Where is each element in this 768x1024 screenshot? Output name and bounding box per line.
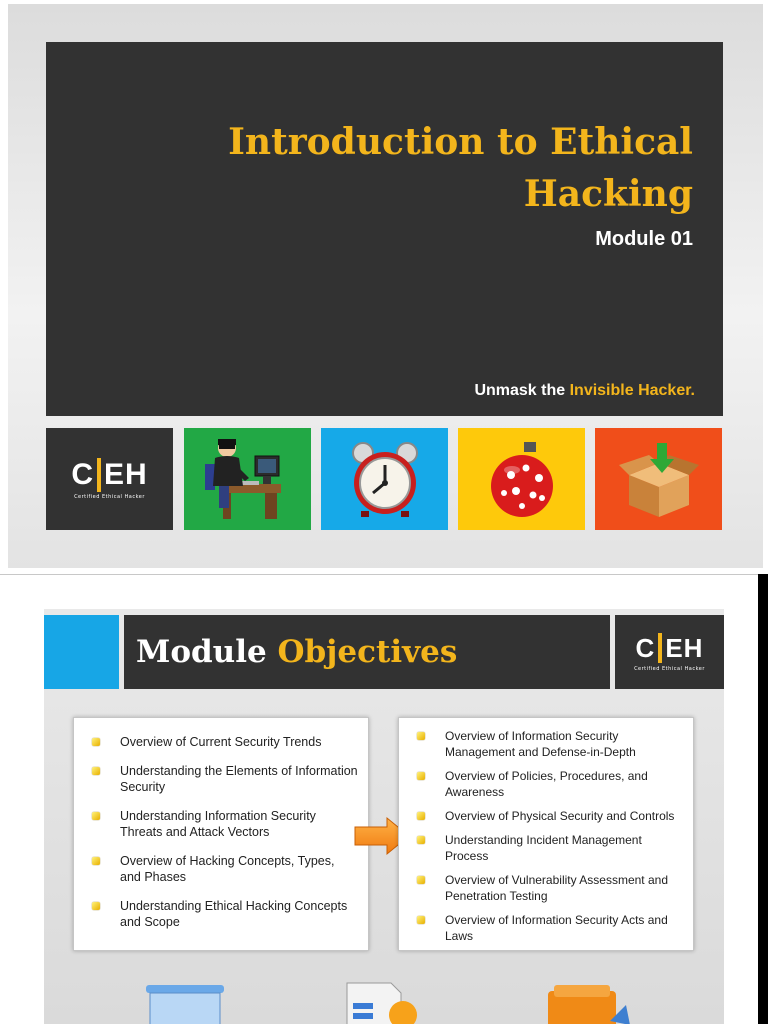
alarm-clock-icon bbox=[345, 439, 425, 519]
bullet-icon bbox=[92, 738, 100, 746]
folder-icon bbox=[544, 981, 634, 1024]
download-tile bbox=[595, 428, 722, 530]
title-panel bbox=[46, 42, 723, 416]
bullet-icon bbox=[417, 812, 425, 820]
clock-tile bbox=[321, 428, 448, 530]
list-item: Overview of Hacking Concepts, Types, and Phases bbox=[92, 853, 358, 885]
ceh-logo bbox=[634, 633, 705, 672]
title-line-1: Introduction to Ethical bbox=[228, 121, 693, 163]
list-item: Overview of Physical Security and Controls bbox=[417, 808, 685, 824]
bullet-icon bbox=[417, 916, 425, 924]
title-slide bbox=[8, 4, 763, 568]
logo-letters-eh: EH bbox=[665, 632, 704, 663]
title-line-2: Hacking bbox=[523, 173, 693, 215]
objectives-right-box bbox=[398, 717, 694, 951]
logo-letter-c: C bbox=[635, 632, 656, 663]
list-item: Overview of Current Security Trends bbox=[92, 734, 358, 750]
hacker-at-computer-icon bbox=[205, 434, 291, 524]
page-edge bbox=[758, 574, 768, 1024]
list-item: Overview of Information Security Acts and Laws bbox=[417, 912, 685, 944]
logo-subtitle: Certified Ethical Hacker bbox=[634, 665, 705, 672]
tagline-prefix: Unmask the bbox=[474, 382, 570, 399]
objectives-title bbox=[136, 634, 457, 670]
module-number: Module 01 bbox=[595, 228, 693, 250]
bullet-icon bbox=[417, 772, 425, 780]
list-item: Overview of Vulnerability Assessment and Penetration Testing bbox=[417, 872, 685, 904]
ornament-tile bbox=[458, 428, 585, 530]
list-item: Overview of Information Security Management and Defense-in-Depth bbox=[417, 728, 685, 760]
bullet-icon bbox=[92, 857, 100, 865]
ceh-logo-tile bbox=[46, 428, 173, 530]
logo-subtitle: Certified Ethical Hacker bbox=[74, 494, 145, 500]
bullet-icon bbox=[417, 876, 425, 884]
accent-block bbox=[44, 615, 119, 689]
tagline-accent: Invisible Hacker. bbox=[569, 382, 695, 399]
blue-box-icon bbox=[144, 981, 228, 1024]
list-item: Understanding the Elements of Information Security bbox=[92, 763, 358, 795]
slide-title bbox=[133, 116, 693, 220]
list-item: Understanding Information Security Threats and Attack Vectors bbox=[92, 808, 358, 840]
objectives-slide bbox=[44, 609, 724, 1024]
bullet-icon bbox=[417, 732, 425, 740]
logo-letter-c: C bbox=[71, 458, 94, 491]
list-item: Understanding Ethical Hacking Concepts and Scope bbox=[92, 898, 358, 930]
objectives-left-box bbox=[73, 717, 369, 951]
tagline bbox=[474, 382, 695, 400]
page-separator bbox=[0, 574, 768, 575]
ceh-logo bbox=[71, 458, 147, 500]
document-icon bbox=[339, 981, 429, 1024]
slide-header bbox=[124, 615, 610, 689]
bullet-icon bbox=[92, 902, 100, 910]
download-box-icon bbox=[619, 439, 699, 519]
title-prefix: Module bbox=[136, 634, 278, 670]
bullet-icon bbox=[417, 836, 425, 844]
logo-letters-eh: EH bbox=[103, 458, 148, 491]
title-accent: Objectives bbox=[277, 634, 458, 670]
ceh-logo-header bbox=[615, 615, 724, 689]
hacker-tile bbox=[184, 428, 311, 530]
ornament-ball-icon bbox=[484, 438, 560, 520]
bullet-icon bbox=[92, 812, 100, 820]
list-item: Understanding Incident Management Process bbox=[417, 832, 685, 864]
list-item: Overview of Policies, Procedures, and Awareness bbox=[417, 768, 685, 800]
bullet-icon bbox=[92, 767, 100, 775]
